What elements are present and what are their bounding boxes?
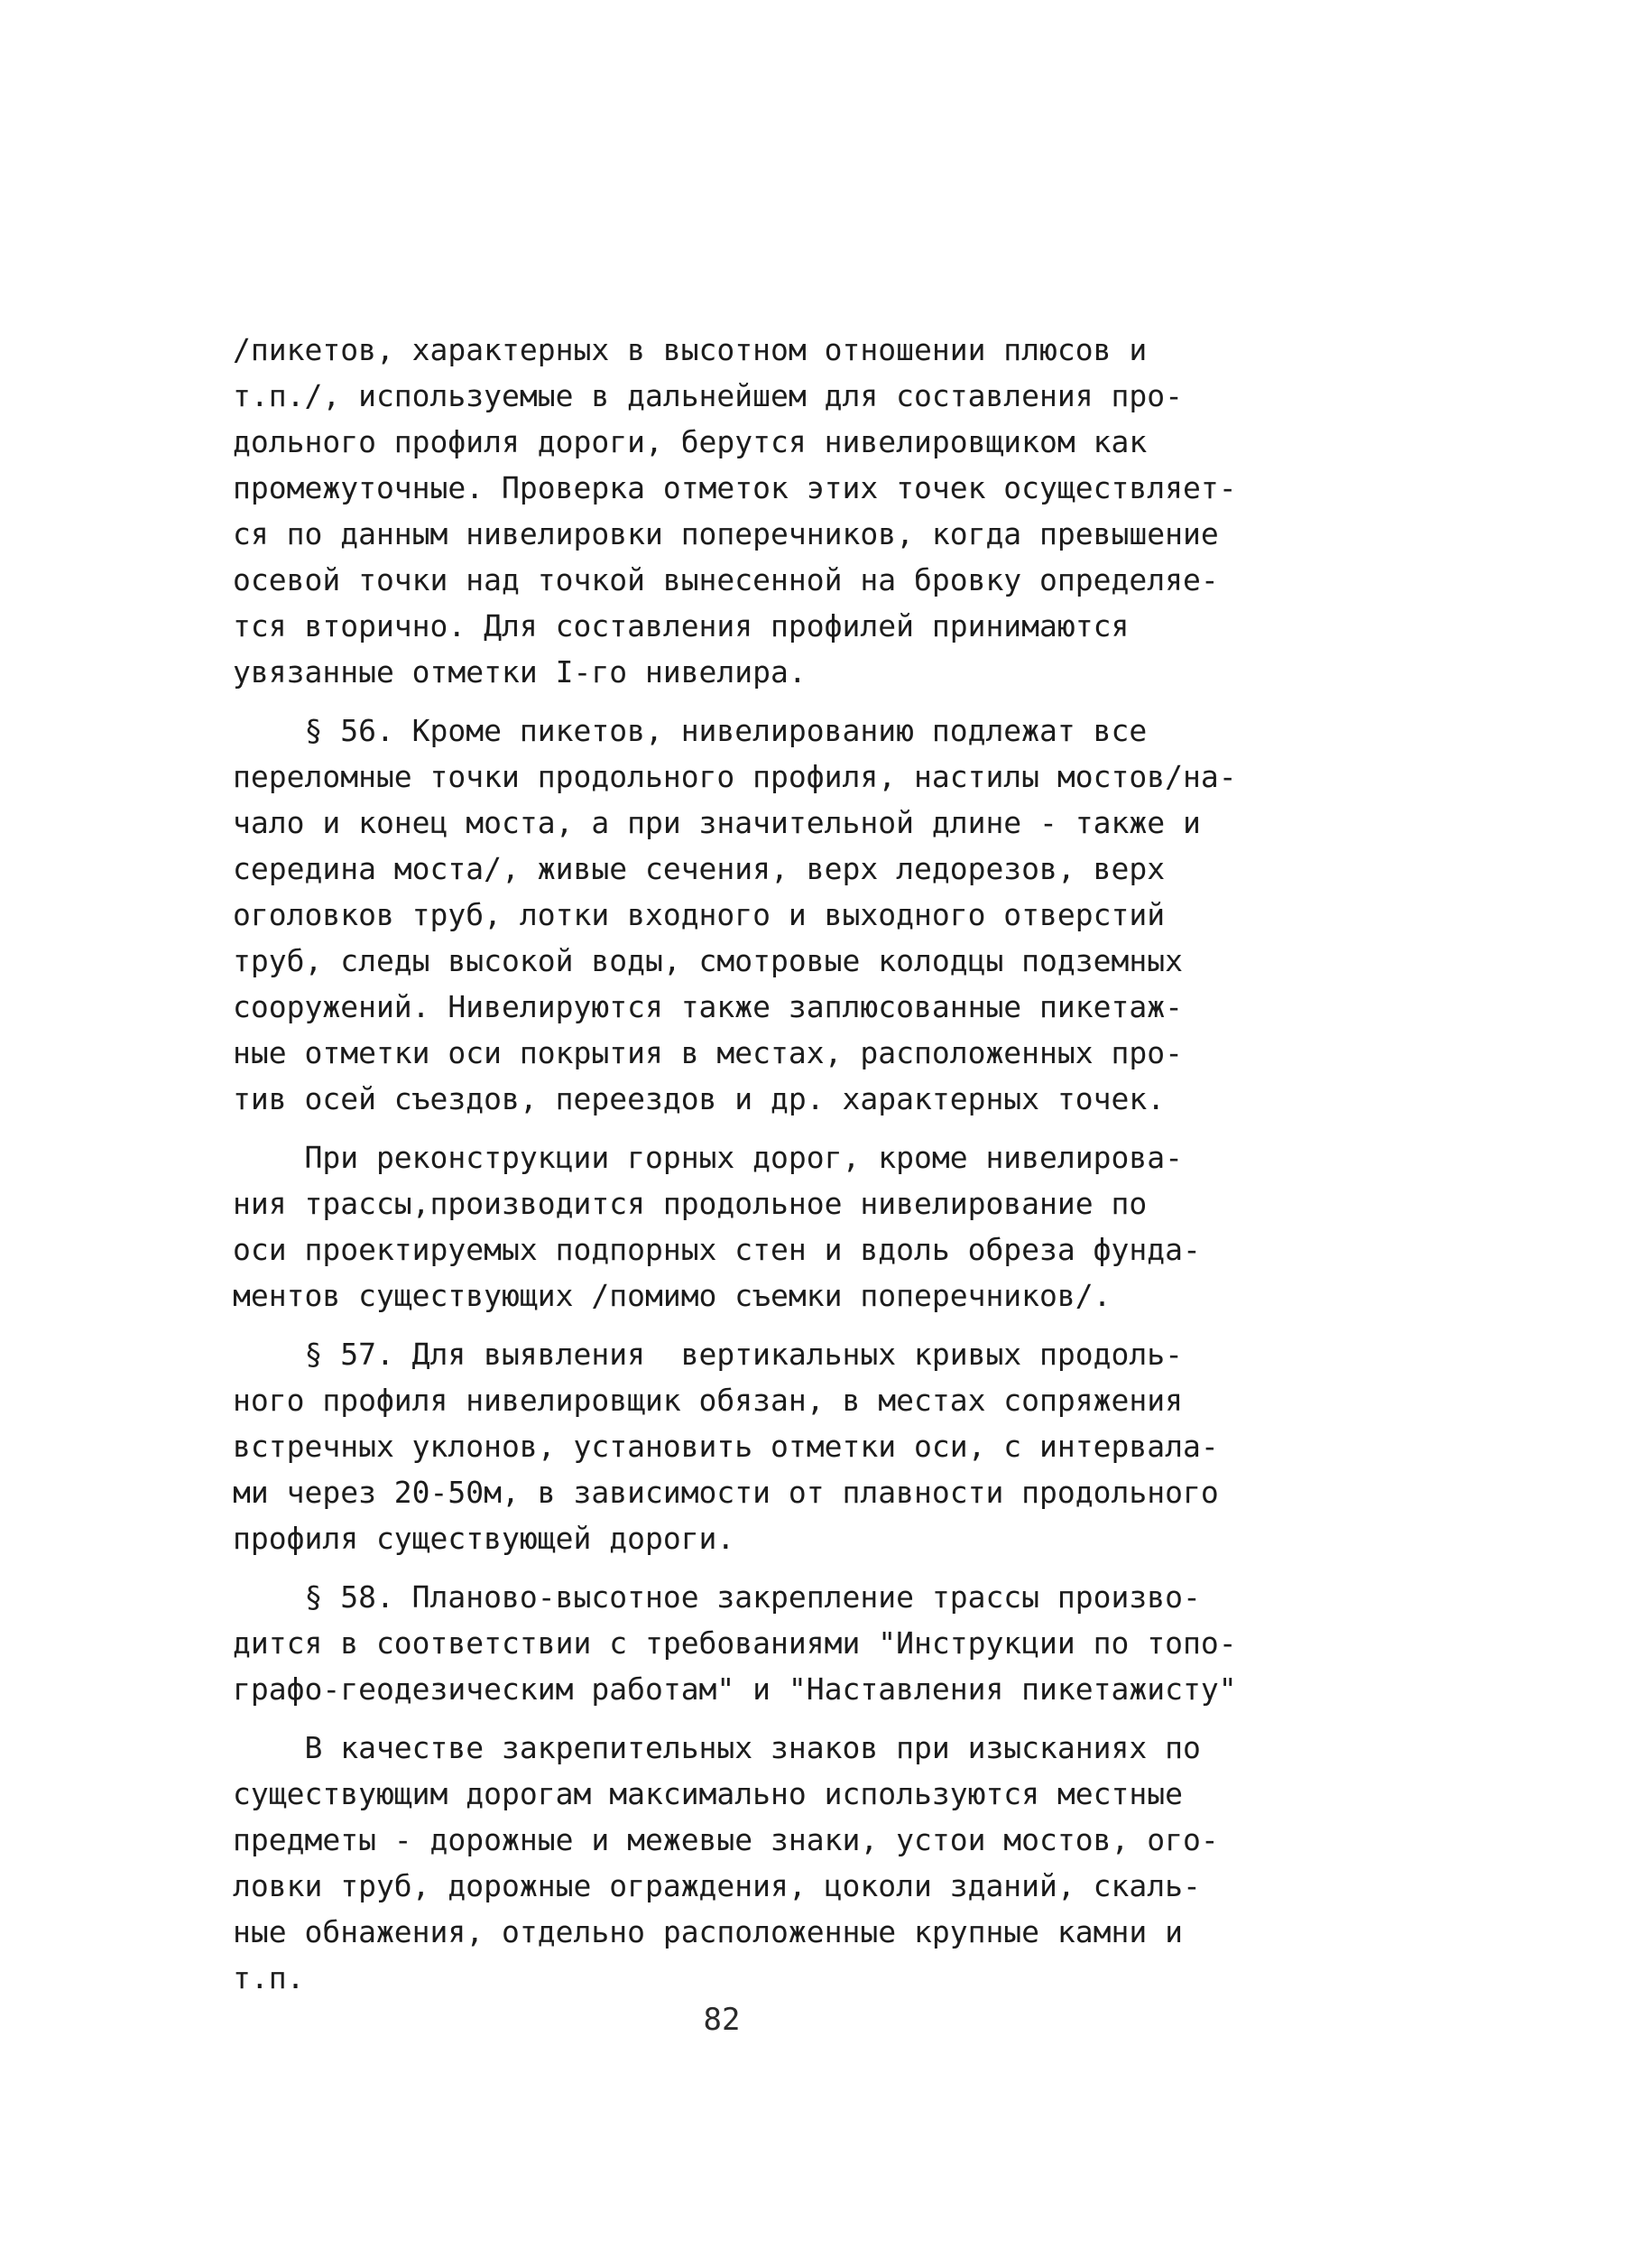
text-line: оси проектируемых подпорных стен и вдоль обреза фунда- — [233, 1232, 1201, 1267]
text-line: § 56. Кроме пикетов, нивелированию подлежат все — [233, 713, 1148, 748]
text-line: ния трассы,производится продольное нивелирование по — [233, 1186, 1148, 1221]
text-line: тив осей съездов, переездов и др. характерных точек. — [233, 1081, 1166, 1116]
text-line: т.п. — [233, 1960, 305, 1995]
text-line: тся вторично. Для составления профилей принимаются — [233, 608, 1130, 643]
text-line: ловки труб, дорожные ограждения, цоколи зданий, скаль- — [233, 1868, 1201, 1903]
paragraph — [233, 327, 1261, 695]
text-line: увязанные отметки I-го нивелира. — [233, 654, 807, 690]
text-line: § 57. Для выявления вертикальных кривых продоль- — [233, 1337, 1183, 1372]
text-line: оголовков труб, лотки входного и выходного отверстий — [233, 897, 1166, 932]
text-line: § 58. Планово-высотное закрепление трассы произво- — [233, 1579, 1201, 1615]
text-line: осевой точки над точкой вынесенной на бровку определяе- — [233, 562, 1219, 597]
text-line: середина моста/, живые сечения, верх ледорезов, верх — [233, 851, 1166, 886]
paragraph — [233, 1574, 1261, 1712]
text-line: ного профиля нивелировщик обязан, в местах сопряжения — [233, 1383, 1183, 1418]
text-line: труб, следы высокой воды, смотровые колодцы подземных — [233, 943, 1183, 978]
text-line: ные обнажения, отдельно расположенные крупные камни и — [233, 1914, 1183, 1949]
page-number: 82 — [703, 2002, 741, 2038]
text-line: ся по данным нивелировки поперечников, когда превышение — [233, 516, 1219, 551]
body-text — [233, 327, 1261, 2001]
text-line: ные отметки оси покрытия в местах, расположенных про- — [233, 1035, 1183, 1070]
text-line: дольного профиля дороги, берутся нивелировщиком как — [233, 424, 1148, 459]
text-line: ментов существующих /помимо съемки поперечников/. — [233, 1278, 1112, 1313]
text-line: ми через 20-50м, в зависимости от плавности продольного — [233, 1475, 1219, 1510]
text-line: существующим дорогам максимально используются местные — [233, 1776, 1183, 1811]
text-line: переломные точки продольного профиля, настилы мостов/на- — [233, 759, 1237, 794]
paragraph — [233, 708, 1261, 1122]
text-line: предметы - дорожные и межевые знаки, устои мостов, ого- — [233, 1822, 1219, 1857]
text-line: чало и конец моста, а при значительной длине - также и — [233, 805, 1201, 840]
paragraph — [233, 1725, 1261, 2001]
text-line: профиля существующей дороги. — [233, 1521, 735, 1556]
text-line: встречных уклонов, установить отметки оси, с интервала- — [233, 1429, 1219, 1464]
text-line: промежуточные. Проверка отметок этих точек осуществляет- — [233, 470, 1237, 505]
text-line: При реконструкции горных дорог, кроме нивелирова- — [233, 1140, 1183, 1175]
text-line: т.п./, используемые в дальнейшем для составления про- — [233, 378, 1183, 413]
text-line: графо-геодезическим работам" и "Наставления пикетажисту" — [233, 1671, 1237, 1707]
text-line: В качестве закрепительных знаков при изысканиях по — [233, 1730, 1201, 1765]
text-line: /пикетов, характерных в высотном отношении плюсов и — [233, 332, 1148, 367]
text-line: сооружений. Нивелируются также заплюсованные пикетаж- — [233, 989, 1183, 1024]
paragraph — [233, 1134, 1261, 1319]
paragraph — [233, 1331, 1261, 1561]
text-line: дится в соответствии с требованиями "Инструкции по топо- — [233, 1625, 1237, 1661]
